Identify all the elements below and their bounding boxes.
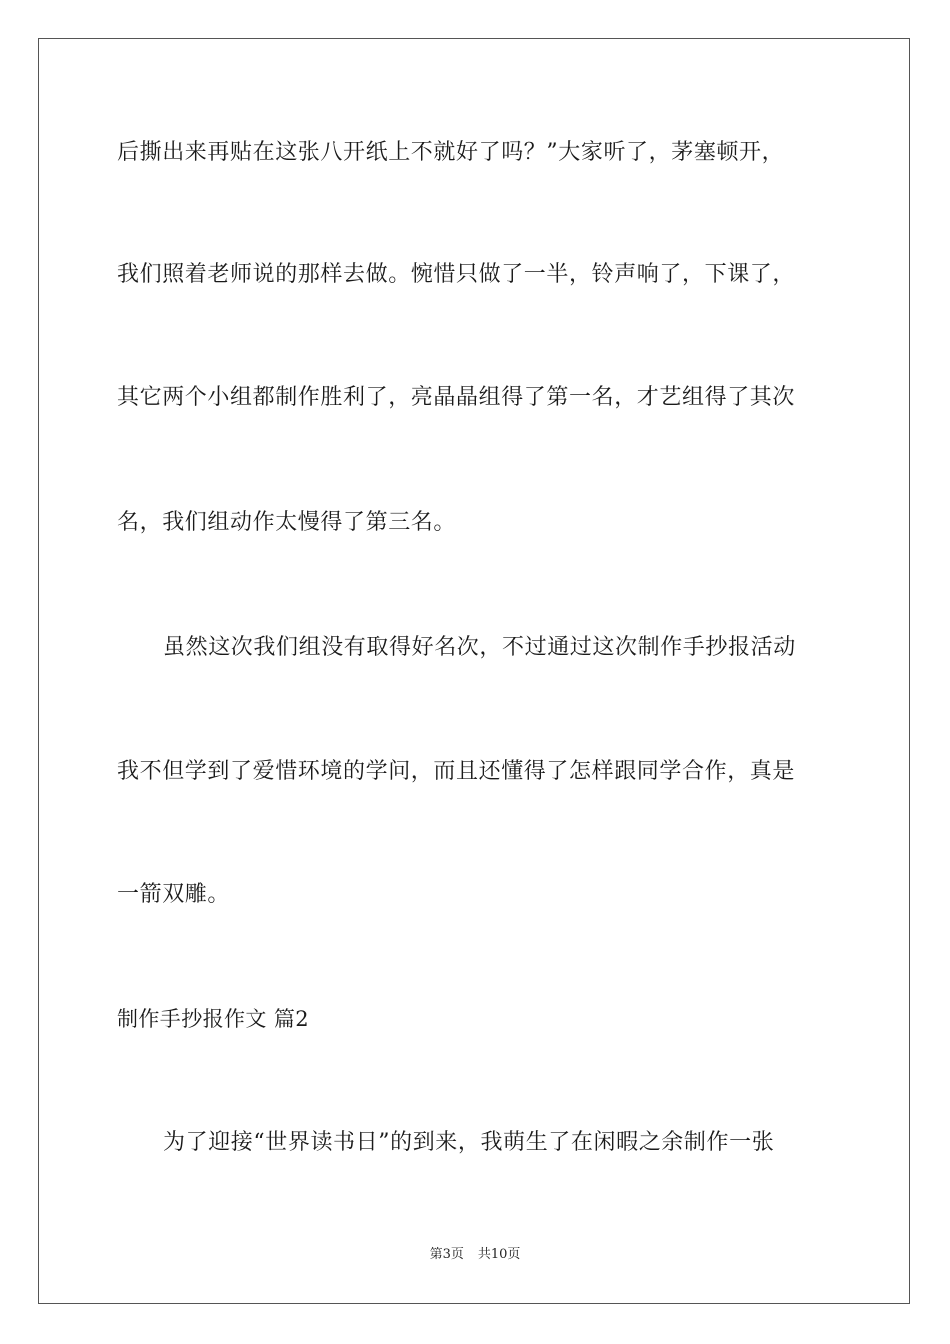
paragraph-start-line-9: 为了迎接“世界读书日”的到来，我萌生了在闲暇之余制作一张 (163, 1130, 775, 1155)
page-total: 共10页 (477, 1247, 521, 1262)
paragraph-start-line-5: 虽然这次我们组没有取得好名次，不过通过这次制作手抄报活动 (163, 635, 796, 660)
page-footer (0, 1246, 950, 1264)
text-line-3: 其它两个小组都制作胜利了，亮晶晶组得了第一名，才艺组得了其次 (117, 385, 796, 410)
text-line-4: 名，我们组动作太慢得了第三名。 (117, 510, 457, 535)
text-line-7: 一箭双雕。 (117, 882, 231, 907)
page-border (38, 38, 910, 1304)
section-heading: 制作手抄报作文 篇2 (117, 1007, 310, 1031)
text-line-2: 我们照着老师说的那样去做。惋惜只做了一半，铃声响了，下课了， (117, 262, 796, 287)
text-line-1: 后撕出来再贴在这张八开纸上不就好了吗？”大家听了，茅塞顿开， (117, 140, 785, 165)
page-number: 第3页 (429, 1247, 464, 1262)
text-line-6: 我不但学到了爱惜环境的学问，而且还懂得了怎样跟同学合作，真是 (117, 759, 796, 784)
